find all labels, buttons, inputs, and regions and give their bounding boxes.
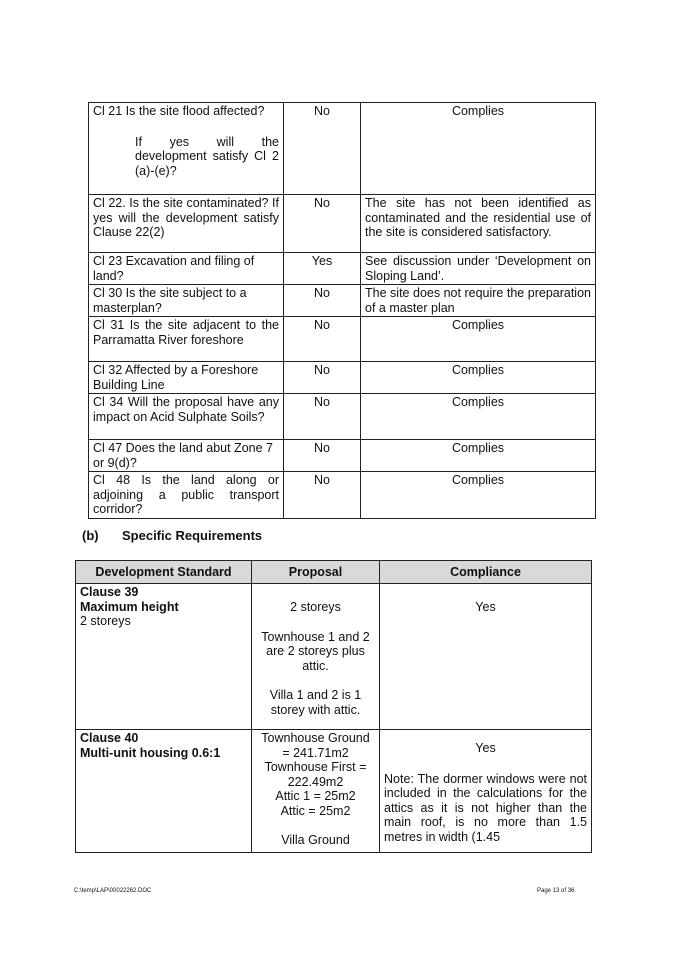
comment-cell: Complies [361,103,596,195]
table-row [89,362,596,394]
answer-cell: No [284,440,361,472]
answer-cell: No [284,103,361,195]
standard-cell [76,584,252,730]
requirements-table [75,560,592,853]
proposal-cell [252,730,380,853]
clause-number: Clause 40 [80,731,139,745]
compliance-value: Yes [475,741,496,755]
question-cell: Cl 22. Is the site contaminated? If yes will the development satisfy Clause 22(2) [89,195,284,253]
clause-number: Clause 39 [80,585,139,599]
table-row [89,103,596,195]
proposal-line: Townhouse 1 and 2 are 2 storeys plus attic. [261,629,370,673]
question-cell: Cl 31 Is the site adjacent to the Parramatta River foreshore [89,317,284,362]
footer-file-path: C:\temp\LAP\00022262.DOC [74,888,152,894]
clause-title: Maximum height [80,599,179,614]
table-row [89,317,596,362]
question-cell: Cl 34 Will the proposal have any impact on Acid Sulphate Soils? [89,394,284,440]
compliance-cell [380,730,592,853]
comment-cell: Complies [361,362,596,394]
comment-cell: Complies [361,472,596,519]
table-row [89,440,596,472]
compliance-table [88,102,596,519]
comment-cell: The site has not been identified as contaminated and the residential use of the site is considered satisfactory. [361,195,596,253]
question-cell: Cl 47 Does the land abut Zone 7 or 9(d)? [89,440,284,472]
column-header: Proposal [252,561,380,584]
comment-cell: Complies [361,394,596,440]
section-label: (b) [82,528,99,543]
table-row [89,253,596,285]
question-cell: Cl 48 Is the land along or adjoining a public transport corridor? [89,472,284,519]
section-heading [82,528,262,543]
answer-cell: No [284,317,361,362]
proposal-line: 2 storeys [290,600,341,614]
table-row [76,584,592,730]
question-cell [89,103,284,195]
comment-cell: The site does not require the preparation of a master plan [361,285,596,317]
compliance-note: Note: The dormer windows were not included in the calculations for the attics as it is not higher than the main roof, is no more than 1.5 metres in width (1.45 [384,771,587,844]
compliance-cell [380,584,592,730]
question-cell: Cl 30 Is the site subject to a masterplan? [89,285,284,317]
proposal-cell [252,584,380,730]
answer-cell: No [284,195,361,253]
proposal-line: Townhouse First = 222.49m2 [264,760,367,789]
table-header-row [76,561,592,584]
comment-cell: See discussion under ‘Development on Sloping Land’. [361,253,596,285]
table-row [76,730,592,853]
clause-value: 2 storeys [80,614,131,628]
compliance-value: Yes [475,600,496,614]
section-title: Specific Requirements [122,528,263,543]
proposal-line: Attic = 25m2 [280,803,351,818]
answer-cell: No [284,362,361,394]
answer-cell: No [284,472,361,519]
proposal-line: Villa 1 and 2 is 1 storey with attic. [269,688,362,717]
proposal-line: Villa Ground [281,833,350,847]
comment-cell: Complies [361,440,596,472]
table-row [89,394,596,440]
comment-cell: Complies [361,317,596,362]
question-cell: Cl 23 Excavation and filing of land? [89,253,284,285]
table-row [89,285,596,317]
proposal-line: Attic 1 = 25m2 [275,789,356,803]
answer-cell: No [284,285,361,317]
question-subtext: If yes will the development satisfy Cl 2 (a)-(e)? [135,134,279,178]
column-header: Development Standard [76,561,252,584]
standard-cell [76,730,252,853]
answer-cell: Yes [284,253,361,285]
footer-page-number: Page 13 of 36 [537,888,575,894]
answer-cell: No [284,394,361,440]
question-text: Cl 21 Is the site flood affected? [93,104,265,118]
clause-title: Multi-unit housing 0.6:1 [80,745,221,760]
column-header: Compliance [380,561,592,584]
table-row [89,195,596,253]
table-row [89,472,596,519]
proposal-line: Townhouse Ground = 241.71m2 [261,731,370,760]
question-cell: Cl 32 Affected by a Foreshore Building Line [89,362,284,394]
